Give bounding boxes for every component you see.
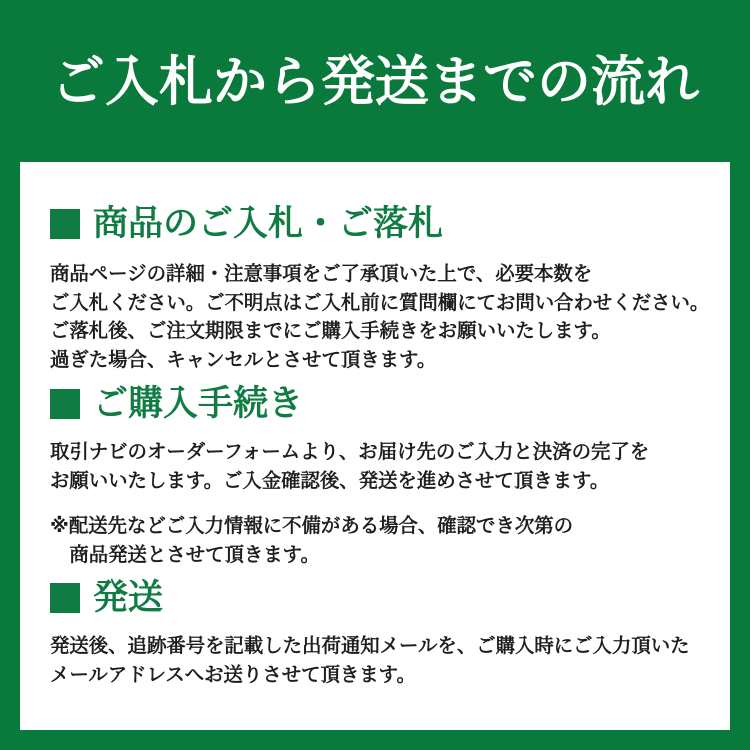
body-line: 取引ナビのオーダーフォームより、お届け先のご入力と決済の完了を <box>50 440 650 463</box>
section-body-purchase <box>50 438 649 495</box>
section-heading-bidding <box>50 204 443 244</box>
note-line: ※配送先などご入力情報に不備がある場合、確認でき次第の <box>50 514 574 537</box>
note-line: 商品発送とさせて頂きます。 <box>69 542 320 566</box>
content-panel <box>20 162 730 730</box>
section-heading-purchase <box>50 384 303 424</box>
body-line: 商品ページの詳細・注意事項をご了承頂いた上で、必要本数を <box>50 262 593 285</box>
section-heading-label: ご購入手続き <box>93 384 304 424</box>
banner-title: ご入札から発送までの流れ <box>51 50 699 113</box>
body-line: お願いいたします。ご入金確認後、発送を進めさせて頂きます。 <box>50 468 610 492</box>
section-body-shipping <box>50 632 690 689</box>
green-square-icon <box>50 583 80 613</box>
banner-header <box>0 0 750 162</box>
section-heading-label: 商品のご入札・ご落札 <box>93 204 444 244</box>
body-line: メールアドレスへお送りさせて頂きます。 <box>50 662 416 686</box>
green-square-icon <box>50 389 80 419</box>
section-body-bidding <box>50 260 709 374</box>
body-line: 過ぎた場合、キャンセルとさせて頂きます。 <box>50 347 437 371</box>
section-heading-label: 発送 <box>93 578 164 618</box>
green-square-icon <box>50 209 80 239</box>
body-line: 発送後、追跡番号を記載した出荷通知メールを、ご購入時にご入力頂いた <box>50 634 690 657</box>
body-line: ご落札後、ご注文期限までにご購入手続きをお願いいたします。 <box>50 319 611 342</box>
section-heading-shipping <box>50 578 163 618</box>
purchase-note <box>50 512 573 569</box>
body-line: ご入札ください。ご不明点はご入札前に質問欄にてお問い合わせください。 <box>50 290 710 314</box>
